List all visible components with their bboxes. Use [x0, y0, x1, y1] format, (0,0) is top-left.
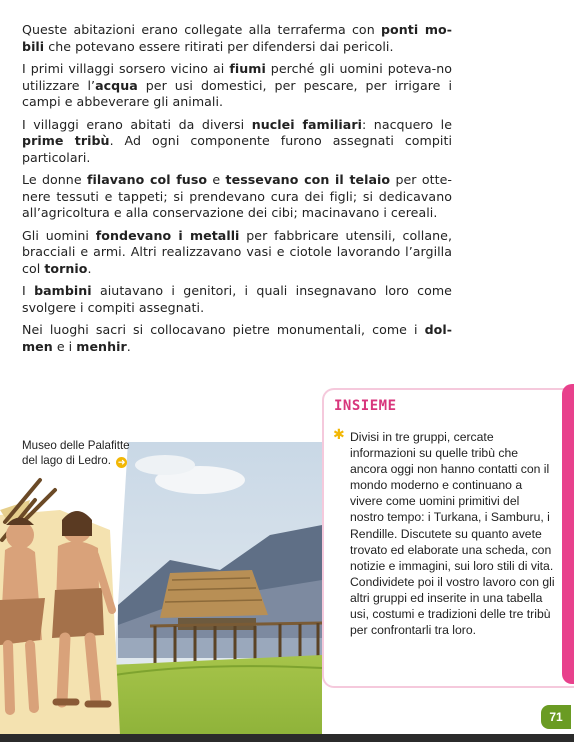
bold-term: dol-men — [22, 322, 452, 354]
text-run: e — [207, 172, 226, 187]
text-run: che potevano essere ritirati per difendersi dai pericoli. — [44, 38, 394, 54]
arrow-right-icon: ➜ — [117, 457, 126, 467]
bold-term: fiumi — [229, 61, 266, 76]
insieme-title: INSIEME — [334, 398, 397, 414]
bold-term: filavano col fuso — [86, 172, 208, 187]
text-run: I primi villaggi sorsero vicino ai — [22, 61, 230, 76]
pink-edge-tab — [562, 384, 574, 684]
primitive-people-drawing — [0, 480, 120, 735]
paragraph — [22, 322, 452, 355]
text-run: Nei luoghi sacri si collocavano pietre monumentali, come i — [22, 322, 425, 337]
bold-term: ponti mo-bili — [22, 22, 452, 54]
text-run: . — [87, 260, 92, 276]
photo-caption — [22, 438, 132, 468]
text-run: . — [126, 338, 131, 354]
bold-term: nuclei familiari — [251, 116, 362, 132]
insieme-text: Divisi in tre gruppi, cercate informazioni su quelle tribù che ancora oggi non hanno contatti con il mondo moderno e continuano a vivere come uomini primitivi del nostro tempo: i Turkana, i Samburu, i Rendille. Discutete su quanto avete trovato ed elaborate una scheda, con notizie e immagini, sui loro stili di vita. Condividete poi il vostro lavoro con gli altri gruppi ed inserite in una tabella usi, costumi e tradizioni delle tre tribù per confrontarli tra loro. — [350, 430, 555, 638]
paragraph — [22, 172, 452, 222]
text-run: I villaggi erano abitati da diversi — [22, 116, 252, 132]
bold-term: prime tribù — [22, 133, 110, 148]
text-run: Queste abitazioni erano collegate alla terraferma con — [22, 22, 381, 37]
bold-term: acqua — [95, 77, 138, 93]
page-number: 71 — [541, 705, 571, 729]
paragraph — [22, 228, 452, 278]
text-run: : nacquero le — [361, 116, 452, 132]
bold-term: bambini — [34, 283, 92, 298]
bottom-bar — [0, 734, 574, 742]
text-run: . Ad ogni componente furono assegnati compiti particolari. — [22, 133, 452, 165]
text-run: perché gli uomini poteva-no utilizzare l’ — [22, 61, 452, 93]
paragraph — [22, 117, 452, 167]
body-text — [22, 22, 452, 361]
bold-term: fondevano i metalli — [95, 227, 240, 243]
star-icon: ✱ — [333, 427, 345, 443]
text-run: Gli uomini — [22, 227, 96, 243]
text-run: per fabbricare utensili, collane, bracciali e armi. Altri realizzavano vasi e ciotole lavorando l’argilla col — [22, 227, 452, 276]
bold-term: tessevano con il telaio — [225, 172, 391, 187]
text-run: I — [22, 283, 35, 298]
paragraph — [22, 283, 452, 316]
bold-term: menhir — [76, 338, 127, 354]
lake-photo — [105, 442, 322, 735]
text-run: per usi domestici, per pescare, per irrigare i campi e abbeverare gli animali. — [22, 77, 452, 109]
bold-term: tornio — [44, 260, 88, 276]
paragraph — [22, 61, 452, 111]
paragraph — [22, 22, 452, 55]
text-run: aiutavano i genitori, i quali insegnavano loro come svolgere i compiti assegnati. — [22, 283, 452, 315]
caption-text: Museo delle Palafitte del lago di Ledro. — [22, 439, 130, 467]
text-run: per otte-nere tessuti e tappeti; si prendevano cura dei figli; si dedicavano all’agricoltura e alla conservazione dei cibi; macinavano i cereali. — [22, 172, 452, 220]
text-run: Le donne — [22, 172, 87, 187]
text-run: e i — [52, 338, 77, 354]
